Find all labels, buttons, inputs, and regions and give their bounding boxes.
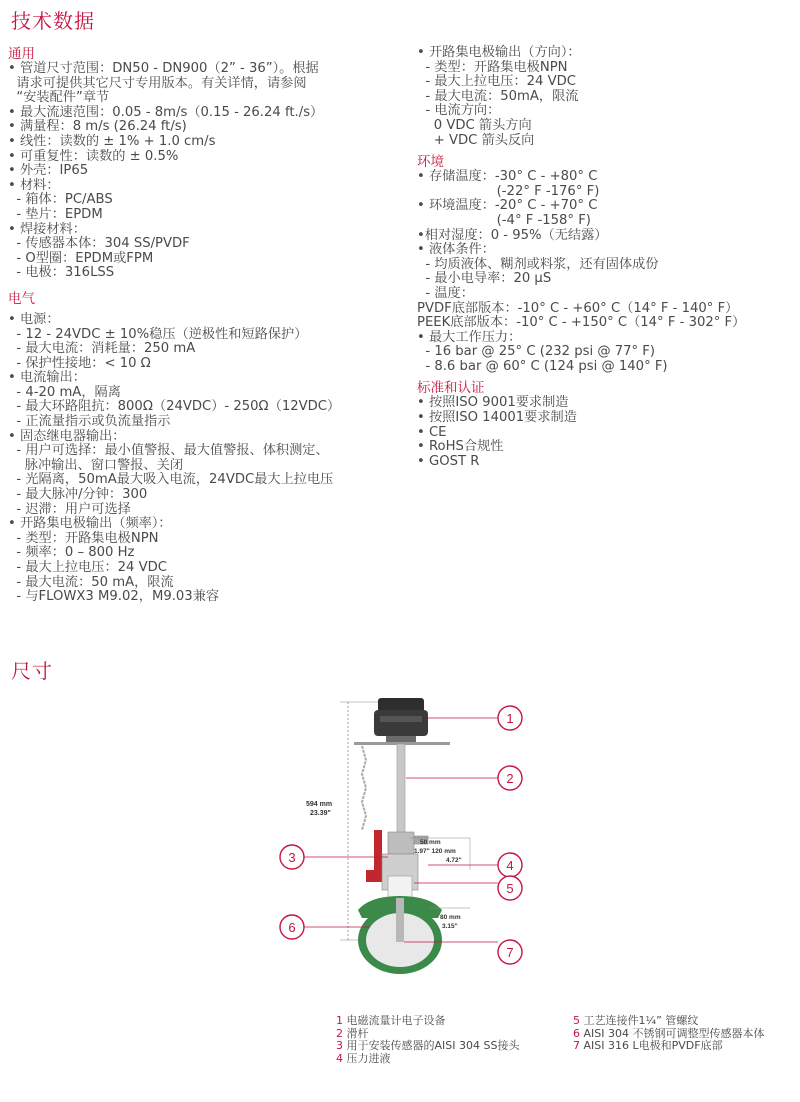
spec-line: - 类型：开路集电极NPN xyxy=(417,59,568,75)
spec-line: • 固态继电器输出： xyxy=(8,428,126,444)
spec-line: • 液体条件： xyxy=(417,242,495,258)
spec-line: (-22° F -176° F) xyxy=(417,183,600,199)
general-list xyxy=(8,62,408,281)
slide-rod xyxy=(397,744,405,844)
dimension-drawing xyxy=(270,690,560,980)
spec-line: • 环境温度：-20° C - +70° C xyxy=(417,198,598,214)
general-heading: 通用 xyxy=(8,46,35,62)
standards-list xyxy=(417,396,797,469)
dim-80: 80 mm xyxy=(440,914,461,921)
spec-line: - 传感器本体：304 SS/PVDF xyxy=(8,236,190,252)
legend-text: 压力进液 xyxy=(343,1051,391,1065)
spec-line: 脉冲输出、窗口警报、关闭 xyxy=(8,457,184,473)
spec-line: 请求可提供其它尺寸专用版本。有关详情，请参阅 xyxy=(8,75,307,91)
spec-line: - 用户可选择：最小值警报、最大值警报、体积测定、 xyxy=(8,443,329,459)
spec-line: • 材料： xyxy=(8,177,60,193)
sensor-fitting xyxy=(388,832,414,854)
spec-line: - 均质液体、糊剂或料浆，还有固体成份 xyxy=(417,256,659,272)
environment-heading: 环境 xyxy=(417,154,444,171)
spec-line: - O型圈：EPDM或FPM xyxy=(8,250,154,266)
dim-120-in: 4.72" xyxy=(446,857,462,864)
electrical-list xyxy=(8,313,408,605)
spec-line: • 满量程：8 m/s (26.24 ft/s) xyxy=(8,119,187,135)
callout-6 xyxy=(280,915,304,939)
dim-120: 1.97" 120 mm xyxy=(414,848,456,855)
electronics-cap xyxy=(378,698,424,712)
spec-line: • 管道尺寸范围：DN50 - DN900（2” - 36”）。根据 xyxy=(8,61,319,76)
spec-line: - 最大电流：50mA，限流 xyxy=(417,88,579,104)
spec-line: - 正流量指示或负流量指示 xyxy=(8,414,171,430)
spec-line: - 12 - 24VDC ± 10%稳压（逆极性和短路保护） xyxy=(8,326,308,342)
dim-total-mm: 594 mm xyxy=(306,801,333,808)
legend-item xyxy=(336,1053,519,1066)
spec-line: - 电极：316LSS xyxy=(8,265,115,281)
spec-column-right xyxy=(417,46,797,469)
legend-number: 7 xyxy=(573,1039,580,1053)
legend-left xyxy=(336,1015,519,1065)
spec-line: + VDC 箭头反向 xyxy=(417,132,535,148)
spec-line: • RoHS合规性 xyxy=(417,439,504,455)
spec-line: • 最大工作压力： xyxy=(417,329,522,345)
legend-text: AISI 304 不锈钢可调整型传感器本体 xyxy=(580,1026,765,1040)
spec-line: - 温度： xyxy=(417,285,474,301)
legend-text: AISI 316 L电极和PVDF底部 xyxy=(580,1039,723,1053)
spec-line: “安装配件”章节 xyxy=(8,90,110,106)
spec-line: • 按照ISO 14001要求制造 xyxy=(417,410,577,426)
spec-line: (-4° F -158° F) xyxy=(417,212,591,228)
spec-line: • 外壳：IP65 xyxy=(8,163,89,179)
standards-heading: 标准和认证 xyxy=(417,380,485,397)
spec-line: 0 VDC 箭头方向 xyxy=(417,117,532,133)
svg-text:2: 2 xyxy=(506,771,514,786)
spec-line: • CE xyxy=(417,424,447,440)
spec-line: •相对湿度：0 - 95%（无结露） xyxy=(417,227,608,243)
spec-line: • 开路集电极输出（方向）： xyxy=(417,45,581,60)
spec-line: - 类型：开路集电极NPN xyxy=(8,530,159,546)
dim-50: 50 mm xyxy=(420,839,441,846)
spec-line: PEEK底部版本：-10° C - +150° C（14° F - 302° F） xyxy=(417,315,746,331)
callout-5 xyxy=(498,876,522,900)
sensor-tip xyxy=(396,898,404,942)
spec-line: - 4-20 mA，隔离 xyxy=(8,384,121,400)
dim-80-in: 3.15" xyxy=(442,923,458,930)
spec-line: - 最大上拉电压：24 VDC xyxy=(417,74,577,90)
legend-number: 4 xyxy=(336,1051,343,1065)
callout-1 xyxy=(498,706,522,730)
spec-line: - 最大上拉电压：24 VDC xyxy=(8,560,168,575)
dim-total-in: 23.39" xyxy=(310,810,331,817)
spec-line: - 箱体：PC/ABS xyxy=(8,192,113,208)
spec-line: • GOST R xyxy=(417,453,480,469)
spec-line: - 电流方向： xyxy=(417,103,501,119)
legend-number: 1 xyxy=(336,1014,343,1027)
open-collector-list xyxy=(417,46,797,148)
spec-line: • 线性：读数的 ± 1% + 1.0 cm/s xyxy=(8,133,216,149)
callout-2 xyxy=(498,766,522,790)
spec-line: • 电源： xyxy=(8,311,60,327)
legend-number: 3 xyxy=(336,1039,343,1053)
legend-right xyxy=(573,1015,764,1053)
spec-line: - 与FLOWX3 M9.02，M9.03兼容 xyxy=(8,589,220,605)
spec-line: - 最小电导率：20 µS xyxy=(417,271,552,287)
valve-handle xyxy=(374,830,382,870)
spec-line: - 迟滞：用户可选择 xyxy=(8,501,131,517)
callout-7 xyxy=(498,940,522,964)
spec-line: PVDF底部版本：-10° C - +60° C（14° F - 140° F） xyxy=(417,300,739,316)
svg-text:3: 3 xyxy=(288,850,296,865)
environment-list xyxy=(417,170,797,374)
legend-number: 5 xyxy=(573,1014,580,1027)
dimensions-title: 尺寸 xyxy=(11,659,53,683)
legend-text: 电磁流量计电子设备 xyxy=(343,1014,446,1027)
spec-line: - 保护性接地：< 10 Ω xyxy=(8,355,151,371)
spec-line: • 按照ISO 9001要求制造 xyxy=(417,395,569,411)
spec-line: • 焊接材料： xyxy=(8,221,86,237)
housing-band xyxy=(380,716,422,722)
spec-line: • 存储温度：-30° C - +80° C xyxy=(417,169,598,185)
svg-text:5: 5 xyxy=(506,881,514,896)
svg-text:7: 7 xyxy=(506,945,514,960)
callout-4 xyxy=(498,853,522,877)
spec-line: - 光隔离，50mA最大吸入电流，24VDC最大上拉电压 xyxy=(8,472,334,488)
spec-line: - 最大脉冲/分钟：300 xyxy=(8,487,148,503)
spec-line: - 最大电流：50 mA，限流 xyxy=(8,574,174,590)
spec-line: - 频率：0 – 800 Hz xyxy=(8,545,135,561)
spec-line: • 可重复性：读数的 ± 0.5% xyxy=(8,148,179,164)
spec-line: • 电流输出： xyxy=(8,370,86,386)
spec-line: - 最大电流：消耗量：250 mA xyxy=(8,341,196,357)
process-connection xyxy=(388,876,412,898)
chain xyxy=(362,746,366,830)
legend-text: 工艺连接件1¼” 管螺纹 xyxy=(580,1014,699,1027)
legend-number: 2 xyxy=(336,1026,343,1040)
spec-line: - 16 bar @ 25° C (232 psi @ 77° F) xyxy=(417,344,655,360)
spec-column-left xyxy=(8,46,408,605)
page-title: 技术数据 xyxy=(11,9,95,33)
electrical-heading: 电气 xyxy=(8,290,35,307)
spec-line: - 垫片：EPDM xyxy=(8,206,103,222)
svg-text:1: 1 xyxy=(506,711,514,726)
legend-text: 滑杆 xyxy=(343,1026,369,1040)
spec-line: - 最大环路阻抗：800Ω（24VDC）- 250Ω（12VDC） xyxy=(8,399,341,415)
callout-3 xyxy=(280,845,304,869)
spec-line: • 开路集电极输出（频率）： xyxy=(8,516,172,532)
legend-text: 用于安装传感器的AISI 304 SS接头 xyxy=(343,1039,520,1053)
svg-text:4: 4 xyxy=(506,858,514,873)
svg-text:6: 6 xyxy=(288,920,296,935)
legend-item xyxy=(573,1040,764,1053)
legend-number: 6 xyxy=(573,1026,580,1040)
spec-line: - 8.6 bar @ 60° C (124 psi @ 140° F) xyxy=(417,358,668,374)
spec-line: • 最大流速范围：0.05 - 8m/s（0.15 - 26.24 ft./s） xyxy=(8,104,324,120)
electronics-housing xyxy=(374,710,428,736)
